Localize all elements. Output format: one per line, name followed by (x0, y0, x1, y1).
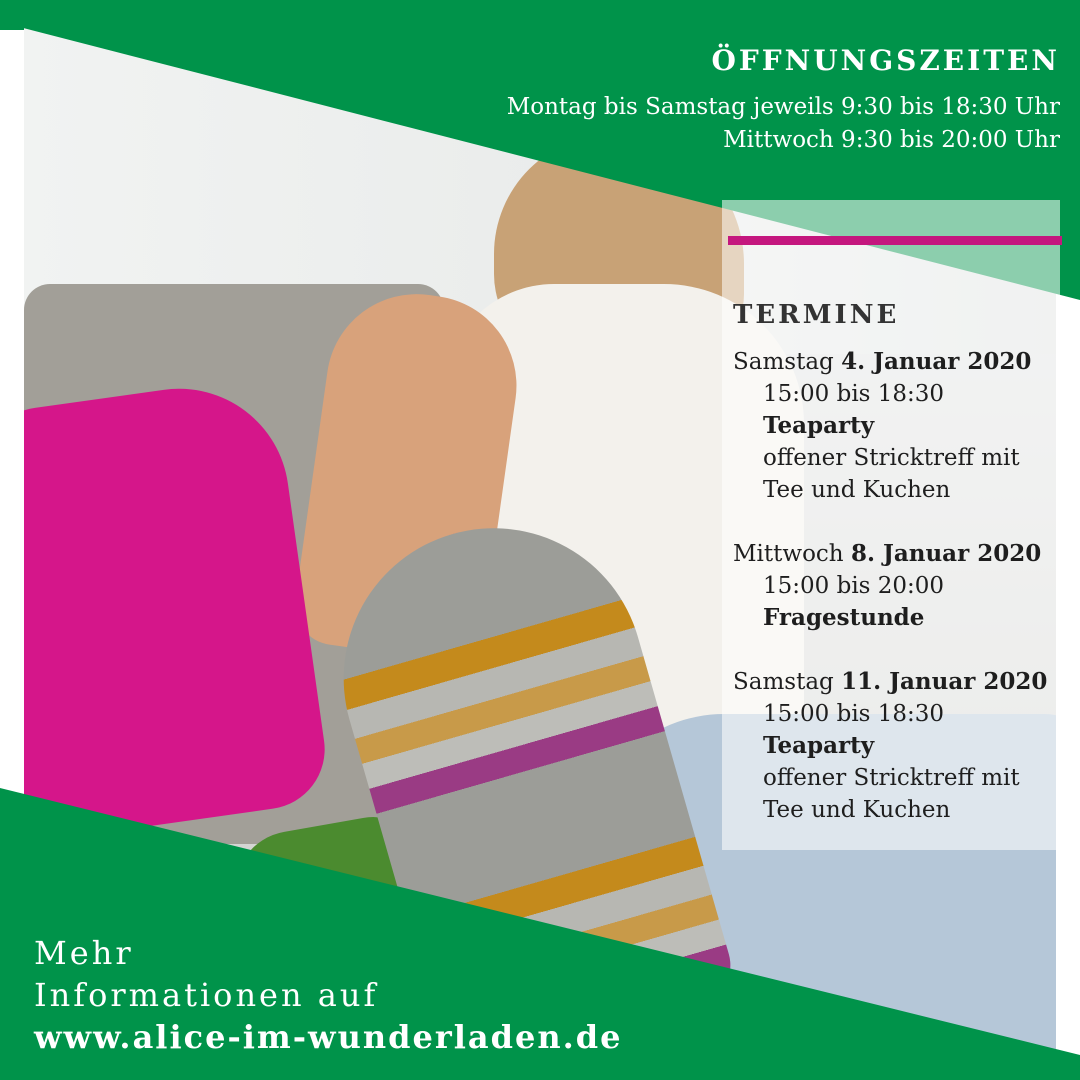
event-date-line (733, 346, 1063, 378)
event-details (733, 378, 1063, 506)
opening-hours-line: Montag bis Samstag jeweils 9:30 bis 18:30 Uhr (506, 94, 1060, 120)
event-weekday: Samstag (733, 349, 834, 375)
event-description: offener Stricktreff mit Tee und Kuchen (763, 765, 1020, 823)
event-name: Teaparty (763, 412, 875, 439)
event-time: 15:00 bis 20:00 (763, 573, 945, 599)
event-details (733, 570, 1063, 634)
event-item (733, 346, 1063, 506)
website-link[interactable]: www.alice-im-wunderladen.de (34, 1018, 623, 1056)
pink-divider (728, 236, 1062, 245)
event-item (733, 538, 1063, 634)
event-name: Fragestunde (763, 604, 925, 631)
event-details (733, 698, 1063, 826)
more-info-line: Informationen auf (34, 976, 379, 1014)
more-info-line: Mehr (34, 934, 134, 972)
event-date-line (733, 666, 1063, 698)
events-title: TERMINE (733, 300, 900, 330)
event-time: 15:00 bis 18:30 (763, 701, 945, 727)
event-time: 15:00 bis 18:30 (763, 381, 945, 407)
events-list (733, 300, 1063, 858)
more-info (34, 932, 622, 1058)
event-name: Teaparty (763, 732, 875, 759)
opening-hours-title: ÖFFNUNGSZEITEN (711, 44, 1060, 77)
event-weekday: Mittwoch (733, 541, 844, 567)
event-date-line (733, 538, 1063, 570)
event-date: 4. Januar 2020 (841, 348, 1032, 375)
event-item (733, 666, 1063, 826)
event-date: 8. Januar 2020 (850, 540, 1042, 567)
opening-hours (360, 44, 1060, 157)
event-description: offener Stricktreff mit Tee und Kuchen (763, 445, 1020, 503)
event-weekday: Samstag (733, 669, 834, 695)
event-date: 11. Januar 2020 (841, 668, 1048, 695)
opening-hours-line: Mittwoch 9:30 bis 20:00 Uhr (723, 127, 1060, 153)
